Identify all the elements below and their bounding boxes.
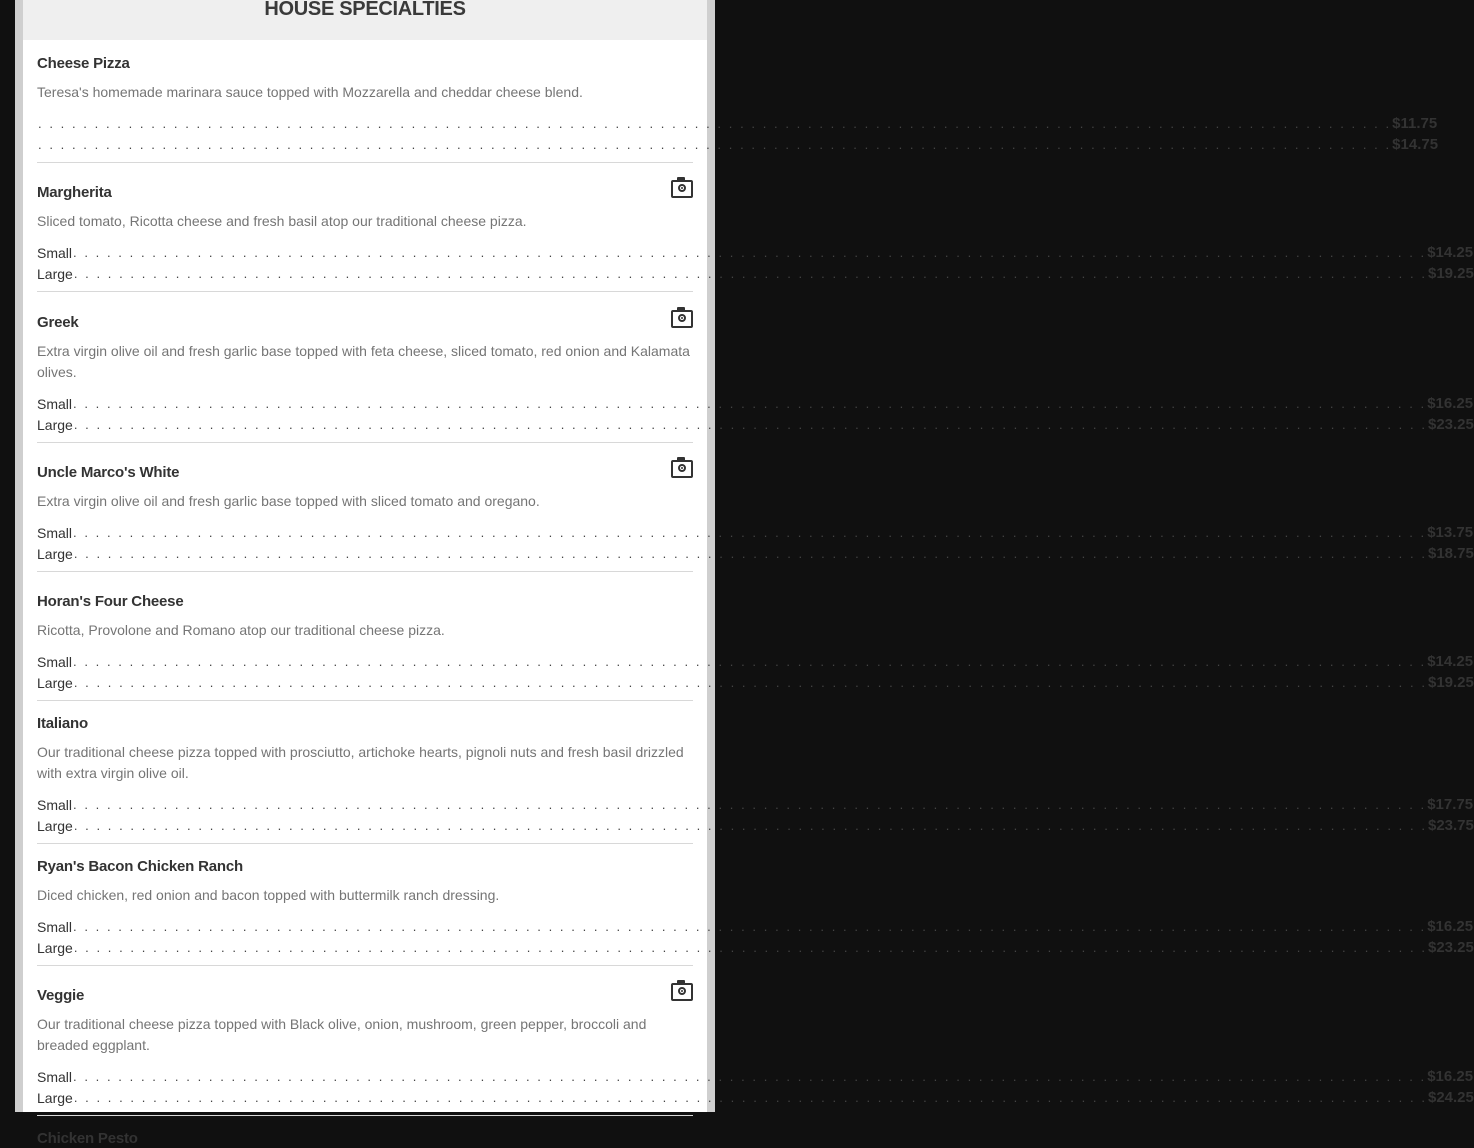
price-row[interactable] bbox=[37, 649, 1474, 670]
price-list bbox=[37, 520, 1474, 562]
price-row[interactable] bbox=[37, 261, 1474, 282]
price-row[interactable] bbox=[37, 520, 1474, 541]
size-label: Large bbox=[37, 818, 73, 834]
price-row[interactable] bbox=[37, 1064, 1474, 1085]
menu-item[interactable] bbox=[37, 701, 1474, 844]
price-row[interactable] bbox=[37, 670, 1474, 691]
camera-icon[interactable] bbox=[671, 983, 693, 1001]
dot-leader: . . . . . . . . . . . . . . . . . . . . . . . . . . . . . . . . . . . . . . . . . . . . . . . . . . . . . . . . . . . . . . . . . . . . . . . . . . . . . . . . . . . . . . . . . . . . . . . . . . . . . . . . . . . . . . . . . . . . . . . . bbox=[73, 546, 1427, 561]
size-label: Small bbox=[37, 1069, 73, 1085]
item-description: Our traditional cheese pizza topped with prosciutto, artichoke hearts, pignoli nuts and fresh basil drizzled with extra virgin olive oil. bbox=[37, 744, 684, 781]
price-list bbox=[37, 1064, 1474, 1106]
price-row[interactable] bbox=[37, 240, 1474, 261]
dot-leader: . . . . . . . . . . . . . . . . . . . . . . . . . . . . . . . . . . . . . . . . . . . . . . . . . . . . . . . . . . . . . . . . . . . . . . . . . . . . . . . . . . . . . . . . . . . . . . . . . . . . . . . . . . . . . . . . . . . . . . . . bbox=[38, 137, 1392, 152]
price-row[interactable] bbox=[37, 541, 1474, 562]
size-label: Large bbox=[37, 940, 73, 956]
item-name: Veggie bbox=[37, 987, 85, 1004]
item-name: Cheese Pizza bbox=[37, 55, 130, 72]
price-value: $16.25 bbox=[1427, 1068, 1474, 1085]
price-row[interactable] bbox=[37, 111, 1438, 132]
item-description: Our traditional cheese pizza topped with Black olive, onion, mushroom, green pepper, broccoli and breaded eggplant. bbox=[37, 1016, 647, 1053]
price-value: $24.25 bbox=[1427, 1089, 1474, 1106]
dot-leader: . . . . . . . . . . . . . . . . . . . . . . . . . . . . . . . . . . . . . . . . . . . . . . . . . . . . . . . . . . . . . . . . . . . . . . . . . . . . . . . . . . . . . . . . . . . . . . . . . . . . . . . . . . . . . . . . . . . . . . . . bbox=[73, 940, 1427, 955]
menu-item[interactable] bbox=[37, 163, 1474, 292]
price-value: $14.75 bbox=[1392, 136, 1439, 153]
menu-item[interactable] bbox=[37, 40, 1439, 163]
dot-leader: . . . . . . . . . . . . . . . . . . . . . . . . . . . . . . . . . . . . . . . . . . . . . . . . . . . . . . . . . . . . . . . . . . . . . . . . . . . . . . . . . . . . . . . . . . . . . . . . . . . . . . . . . . . . . . . . . . . . . . . . bbox=[73, 245, 1427, 260]
menu-panel bbox=[23, 0, 1474, 1147]
price-list bbox=[37, 111, 1439, 153]
item-description: Teresa's homemade marinara sauce topped with Mozzarella and cheddar cheese blend. bbox=[37, 84, 583, 100]
size-label: Large bbox=[37, 417, 73, 433]
camera-icon[interactable] bbox=[671, 310, 693, 328]
dot-leader: . . . . . . . . . . . . . . . . . . . . . . . . . . . . . . . . . . . . . . . . . . . . . . . . . . . . . . . . . . . . . . . . . . . . . . . . . . . . . . . . . . . . . . . . . . . . . . . . . . . . . . . . . . . . . . . . . . . . . . . . bbox=[73, 797, 1427, 812]
price-value: $19.25 bbox=[1427, 674, 1474, 691]
size-label: Large bbox=[37, 266, 73, 282]
price-value: $13.75 bbox=[1427, 524, 1474, 541]
dot-leader: . . . . . . . . . . . . . . . . . . . . . . . . . . . . . . . . . . . . . . . . . . . . . . . . . . . . . . . . . . . . . . . . . . . . . . . . . . . . . . . . . . . . . . . . . . . . . . . . . . . . . . . . . . . . . . . . . . . . . . . . bbox=[73, 919, 1427, 934]
dot-leader: . . . . . . . . . . . . . . . . . . . . . . . . . . . . . . . . . . . . . . . . . . . . . . . . . . . . . . . . . . . . . . . . . . . . . . . . . . . . . . . . . . . . . . . . . . . . . . . . . . . . . . . . . . . . . . . . . . . . . . . . bbox=[73, 675, 1427, 690]
menu-item[interactable] bbox=[37, 844, 1474, 966]
price-value: $17.75 bbox=[1427, 796, 1474, 813]
menu-frame bbox=[15, 0, 1474, 1147]
price-value: $23.75 bbox=[1427, 817, 1474, 834]
price-row[interactable] bbox=[37, 132, 1439, 153]
price-row[interactable] bbox=[37, 412, 1474, 433]
menu-items-list bbox=[23, 40, 1474, 1148]
dot-leader: . . . . . . . . . . . . . . . . . . . . . . . . . . . . . . . . . . . . . . . . . . . . . . . . . . . . . . . . . . . . . . . . . . . . . . . . . . . . . . . . . . . . . . . . . . . . . . . . . . . . . . . . . . . . . . . . . . . . . . . . bbox=[73, 1090, 1427, 1105]
section-title: HOUSE SPECIALTIES bbox=[264, 0, 466, 20]
menu-item[interactable] bbox=[37, 1116, 693, 1148]
dot-leader: . . . . . . . . . . . . . . . . . . . . . . . . . . . . . . . . . . . . . . . . . . . . . . . . . . . . . . . . . . . . . . . . . . . . . . . . . . . . . . . . . . . . . . . . . . . . . . . . . . . . . . . . . . . . . . . . . . . . . . . . bbox=[73, 654, 1427, 669]
price-value: $16.25 bbox=[1427, 918, 1474, 935]
item-name: Chicken Pesto bbox=[37, 1130, 138, 1147]
price-row[interactable] bbox=[37, 792, 1474, 813]
price-value: $14.25 bbox=[1427, 244, 1474, 261]
price-list bbox=[37, 240, 1474, 282]
dot-leader: . . . . . . . . . . . . . . . . . . . . . . . . . . . . . . . . . . . . . . . . . . . . . . . . . . . . . . . . . . . . . . . . . . . . . . . . . . . . . . . . . . . . . . . . . . . . . . . . . . . . . . . . . . . . . . . . . . . . . . . . bbox=[73, 818, 1427, 833]
menu-item[interactable] bbox=[37, 572, 1474, 701]
price-value: $18.75 bbox=[1427, 545, 1474, 562]
size-label: Large bbox=[37, 1090, 73, 1106]
price-row[interactable] bbox=[37, 1085, 1474, 1106]
dot-leader: . . . . . . . . . . . . . . . . . . . . . . . . . . . . . . . . . . . . . . . . . . . . . . . . . . . . . . . . . . . . . . . . . . . . . . . . . . . . . . . . . . . . . . . . . . . . . . . . . . . . . . . . . . . . . . . . . . . . . . . . bbox=[73, 1069, 1427, 1084]
price-row[interactable] bbox=[37, 935, 1474, 956]
price-row[interactable] bbox=[37, 391, 1474, 412]
size-label: Large bbox=[37, 546, 73, 562]
section-header bbox=[23, 0, 707, 40]
price-value: $23.25 bbox=[1427, 416, 1474, 433]
dot-leader: . . . . . . . . . . . . . . . . . . . . . . . . . . . . . . . . . . . . . . . . . . . . . . . . . . . . . . . . . . . . . . . . . . . . . . . . . . . . . . . . . . . . . . . . . . . . . . . . . . . . . . . . . . . . . . . . . . . . . . . . bbox=[73, 396, 1427, 411]
item-description: Sliced tomato, Ricotta cheese and fresh basil atop our traditional cheese pizza. bbox=[37, 213, 527, 229]
price-row[interactable] bbox=[37, 813, 1474, 834]
price-value: $16.25 bbox=[1427, 395, 1474, 412]
size-label: Small bbox=[37, 797, 73, 813]
camera-icon[interactable] bbox=[671, 460, 693, 478]
menu-item[interactable] bbox=[37, 966, 1474, 1116]
item-name: Ryan's Bacon Chicken Ranch bbox=[37, 858, 243, 875]
size-label: Small bbox=[37, 245, 73, 261]
size-label: Small bbox=[37, 525, 73, 541]
menu-item[interactable] bbox=[37, 292, 1474, 443]
price-value: $23.25 bbox=[1427, 939, 1474, 956]
dot-leader: . . . . . . . . . . . . . . . . . . . . . . . . . . . . . . . . . . . . . . . . . . . . . . . . . . . . . . . . . . . . . . . . . . . . . . . . . . . . . . . . . . . . . . . . . . . . . . . . . . . . . . . . . . . . . . . . . . . . . . . . bbox=[73, 266, 1427, 281]
item-name: Horan's Four Cheese bbox=[37, 593, 184, 610]
price-value: $19.25 bbox=[1427, 265, 1474, 282]
item-name: Italiano bbox=[37, 715, 88, 732]
size-label: Small bbox=[37, 919, 73, 935]
dot-leader: . . . . . . . . . . . . . . . . . . . . . . . . . . . . . . . . . . . . . . . . . . . . . . . . . . . . . . . . . . . . . . . . . . . . . . . . . . . . . . . . . . . . . . . . . . . . . . . . . . . . . . . . . . . . . . . . . . . . . . . . bbox=[73, 417, 1427, 432]
camera-icon[interactable] bbox=[671, 180, 693, 198]
price-value: $11.75 bbox=[1392, 115, 1438, 132]
dot-leader: . . . . . . . . . . . . . . . . . . . . . . . . . . . . . . . . . . . . . . . . . . . . . . . . . . . . . . . . . . . . . . . . . . . . . . . . . . . . . . . . . . . . . . . . . . . . . . . . . . . . . . . . . . . . . . . . . . . . . . . . bbox=[73, 525, 1427, 540]
item-name: Uncle Marco's White bbox=[37, 464, 180, 481]
size-label: Large bbox=[37, 675, 73, 691]
item-name: Margherita bbox=[37, 184, 112, 201]
price-list bbox=[37, 391, 1474, 433]
price-list bbox=[37, 792, 1474, 834]
price-row[interactable] bbox=[37, 914, 1474, 935]
size-label: Small bbox=[37, 396, 73, 412]
item-description: Extra virgin olive oil and fresh garlic base topped with feta cheese, sliced tomato, red onion and Kalamata olives. bbox=[37, 343, 690, 380]
item-name: Greek bbox=[37, 314, 79, 331]
dot-leader: . . . . . . . . . . . . . . . . . . . . . . . . . . . . . . . . . . . . . . . . . . . . . . . . . . . . . . . . . . . . . . . . . . . . . . . . . . . . . . . . . . . . . . . . . . . . . . . . . . . . . . . . . . . . . . . . . . . . . . . . bbox=[38, 116, 1392, 131]
item-description: Extra virgin olive oil and fresh garlic base topped with sliced tomato and oregano. bbox=[37, 493, 540, 509]
price-list bbox=[37, 914, 1474, 956]
menu-item[interactable] bbox=[37, 443, 1474, 572]
item-description: Ricotta, Provolone and Romano atop our traditional cheese pizza. bbox=[37, 622, 445, 638]
price-value: $14.25 bbox=[1427, 653, 1474, 670]
item-description: Diced chicken, red onion and bacon topped with buttermilk ranch dressing. bbox=[37, 887, 500, 903]
size-label: Small bbox=[37, 654, 73, 670]
price-list bbox=[37, 649, 1474, 691]
